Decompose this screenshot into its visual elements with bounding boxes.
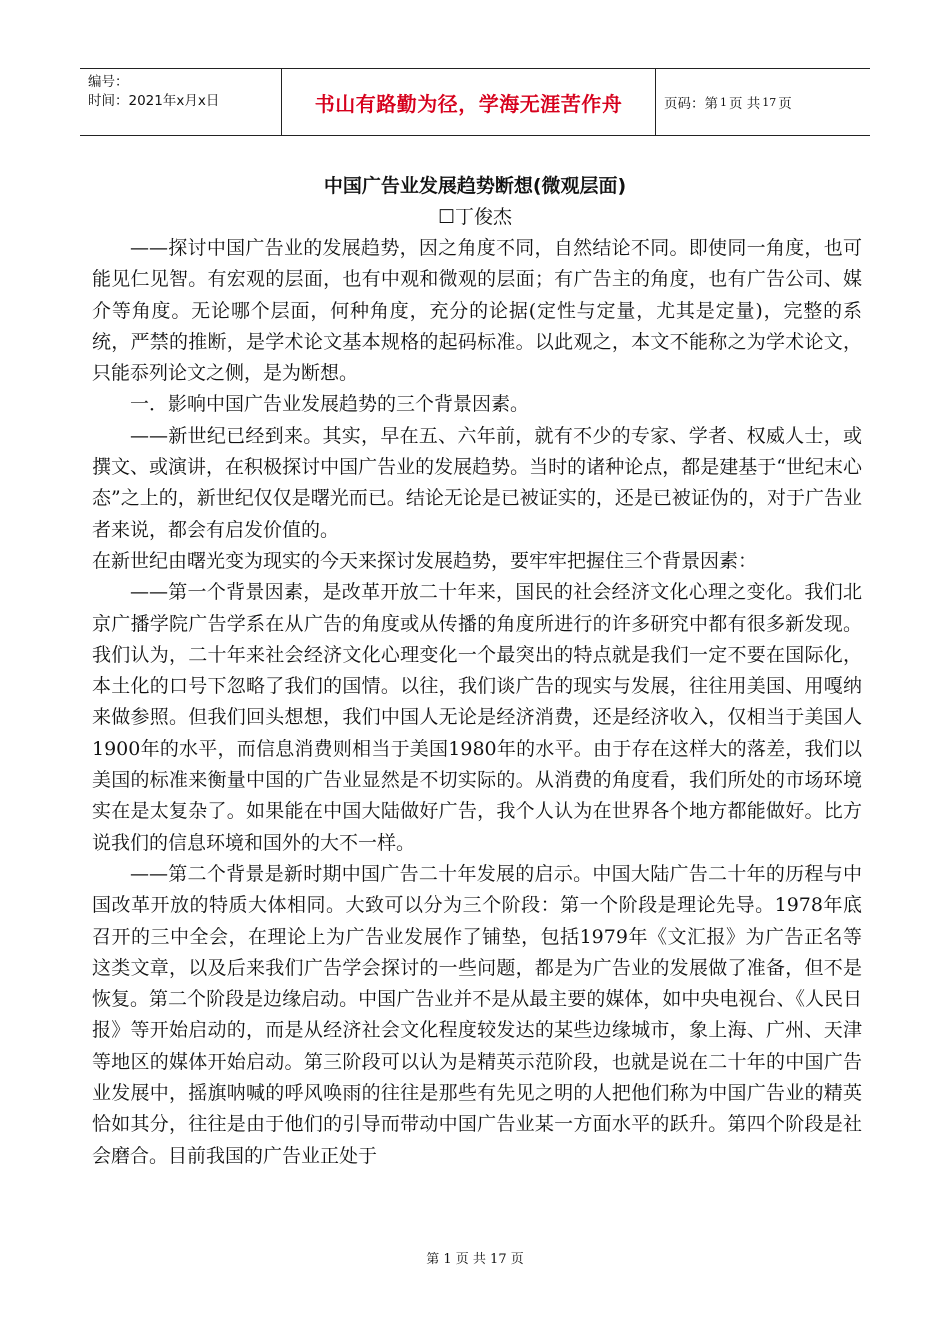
document-author: ☐丁俊杰 (437, 206, 513, 228)
document-body (92, 233, 862, 1172)
page-total: 17 (762, 95, 777, 109)
page-end: 页 (778, 96, 792, 112)
paragraph: ——探讨中国广告业的发展趋势，因之角度不同，自然结论不同。即使同一角度，也可能见仁见智。有宏观的层面，也有中观和微观的层面；有广告主的角度，也有广告公司、媒介等角度。无论哪个层面，何种角度，充分的论据(定性与定量，尤其是定量)，完整的系统，严禁的推断，是学术论文基本规格的起码标准。以此观之，本文不能称之为学术论文，只能忝列论文之侧，是为断想。 (92, 237, 862, 385)
paragraph: ——第一个背景因素，是改革开放二十年来，国民的社会经济文化心理之变化。我们北京广播学院广告学系在从广告的角度或从传播的角度所进行的许多研究中都有很多新发现。我们认为，二十年来社会经济文化心理变化一个最突出的特点就是我们一定不要在国际化，本土化的口号下忽略了我们的国情。以往，我们谈广告的现实与发展，往往用美国、用嘎纳来做参照。但我们回头想想，我们中国人无论是经济消费，还是经济收入，仅相当于美国人1900年的水平，而信息消费则相当于美国1980年的水平。由于存在这样大的落差，我们以美国的标准来衡量中国的广告业显然是不切实际的。从消费的角度看，我们所处的市场环境实在是太复杂了。如果能在中国大陆做好广告，我个人认为在世界各个地方都能做好。比方说我们的信息环境和国外的大不一样。 (92, 581, 862, 854)
page-number: 1 (720, 95, 727, 109)
page-label: 页码：第 (664, 96, 718, 112)
document-title: 中国广告业发展趋势断想(微观层面) (323, 175, 627, 197)
serial-label: 编号： (88, 74, 129, 90)
header-page-info (656, 69, 870, 135)
date-label: 时间：2021年x月x日 (88, 93, 220, 109)
page-mid: 页 共 (729, 96, 761, 112)
paragraph: 在新世纪由曙光变为现实的今天来探讨发展趋势，要牢牢把握住三个背景因素： (92, 549, 758, 572)
header-meta (80, 69, 282, 135)
page-footer: 第 1 页 共 17 页 (426, 1252, 524, 1267)
page-header (80, 68, 870, 136)
paragraph: ——新世纪已经到来。其实，早在五、六年前，就有不少的专家、学者、权威人士，或撰文、或演讲，在积极探讨中国广告业的发展趋势。当时的诸种论点，都是建基于“世纪末心态”之上的，新世纪仅仅是曙光而已。结论无论是已被证实的，还是已被证伪的，对于广告业者来说，都会有启发价值的。 (92, 424, 862, 541)
section-heading: 一．影响中国广告业发展趋势的三个背景因素。 (130, 393, 530, 416)
header-motto: 书山有路勤为径，学海无涯苦作舟 (282, 69, 656, 135)
paragraph: ——第二个背景是新时期中国广告二十年发展的启示。中国大陆广告二十年的历程与中国改革开放的特质大体相同。大致可以分为三个阶段：第一个阶段是理论先导。1978年底召开的三中全会，在理论上为广告业发展作了铺垫，包括1979年《文汇报》为广告正名等这类文章，以及后来我们广告学会探讨的一些问题，都是为广告业的发展做了准备，但不是恢复。第二个阶段是边缘启动。中国广告业并不是从最主要的媒体，如中央电视台、《人民日报》等开始启动的，而是从经济社会文化程度较发达的某些边缘城市，象上海、广州、天津等地区的媒体开始启动。第三阶段可以认为是精英示范阶段，也就是说在二十年的中国广告业发展中，摇旗呐喊的呼风唤雨的往往是那些有先见之明的人把他们称为中国广告业的精英恰如其分，往往是由于他们的引导而带动中国广告业某一方面水平的跃升。第四个阶段是社会磨合。目前我国的广告业正处于 (92, 862, 862, 1167)
